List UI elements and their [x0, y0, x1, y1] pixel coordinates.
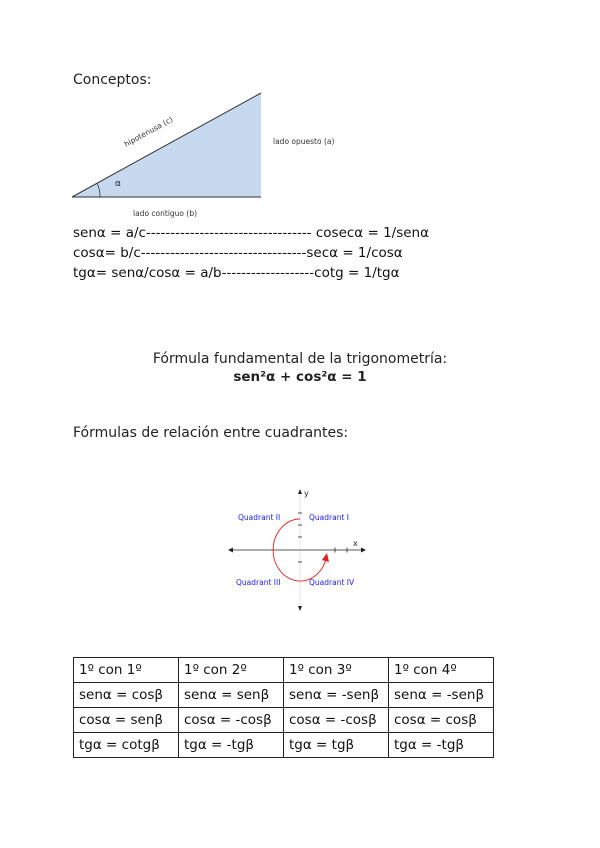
relations-title: Fórmulas de relación entre cuadrantes: [73, 425, 349, 441]
quadrant-diagram [225, 480, 375, 620]
table-cell: senα = senβ [179, 683, 284, 708]
x-axis-label: x [353, 539, 358, 548]
concept-formulas [73, 223, 429, 283]
table-cell: senα = -senβ [284, 683, 389, 708]
fundamental-formula: sen²α + cos²α = 1 [233, 369, 367, 385]
quadrant-iii-label: Quadrant III [236, 578, 281, 587]
table-cell: cosα = senβ [74, 708, 179, 733]
table-cell: cosα = -cosβ [179, 708, 284, 733]
rotation-arrowhead [322, 553, 329, 562]
table-header-cell: 1º con 1º [74, 658, 179, 683]
table-cell: tgα = tgβ [284, 733, 389, 758]
right-triangle-figure [60, 85, 380, 225]
x-axis-arrow-left [228, 548, 233, 553]
concepts-title: Conceptos: [73, 72, 152, 88]
x-axis-arrow-right [361, 548, 366, 553]
table-row [74, 708, 494, 733]
fundamental-title: Fórmula fundamental de la trigonometría: [152, 351, 448, 367]
formula-line-tg: tgα= senα/cosα = a/b-------------------cotg = 1/tgα [73, 265, 400, 281]
table-header-cell: 1º con 4º [389, 658, 494, 683]
table-cell: senα = cosβ [74, 683, 179, 708]
table-header-row [74, 658, 494, 683]
table-header-cell: 1º con 2º [179, 658, 284, 683]
table-row [74, 733, 494, 758]
formula-line-sen: senα = a/c---------------------------------- cosecα = 1/senα [73, 225, 430, 241]
quadrant-iv-label: Quadrant IV [309, 578, 355, 587]
table-cell: tgα = -tgβ [179, 733, 284, 758]
y-axis-arrow-up [298, 489, 302, 494]
hypotenuse-label: hipotenusa (c) [122, 114, 175, 149]
table-cell: senα = -senβ [389, 683, 494, 708]
opposite-label: lado opuesto (a) [273, 137, 335, 146]
adjacent-label: lado contiguo (b) [133, 209, 198, 218]
angle-label: α [115, 179, 121, 189]
table-cell: cosα = -cosβ [284, 708, 389, 733]
formula-line-cos: cosα= b/c----------------------------------secα = 1/cosα [73, 245, 403, 261]
quadrant-i-label: Quadrant I [309, 513, 349, 522]
table-row [74, 683, 494, 708]
y-axis-arrow-down [298, 606, 302, 611]
table-cell: tgα = cotgβ [74, 733, 179, 758]
table-header-cell: 1º con 3º [284, 658, 389, 683]
table-cell: tgα = -tgβ [389, 733, 494, 758]
quadrant-ii-label: Quadrant II [238, 513, 281, 522]
y-axis-label: y [304, 489, 309, 498]
quadrant-relations-table [73, 657, 494, 758]
table-cell: cosα = cosβ [389, 708, 494, 733]
